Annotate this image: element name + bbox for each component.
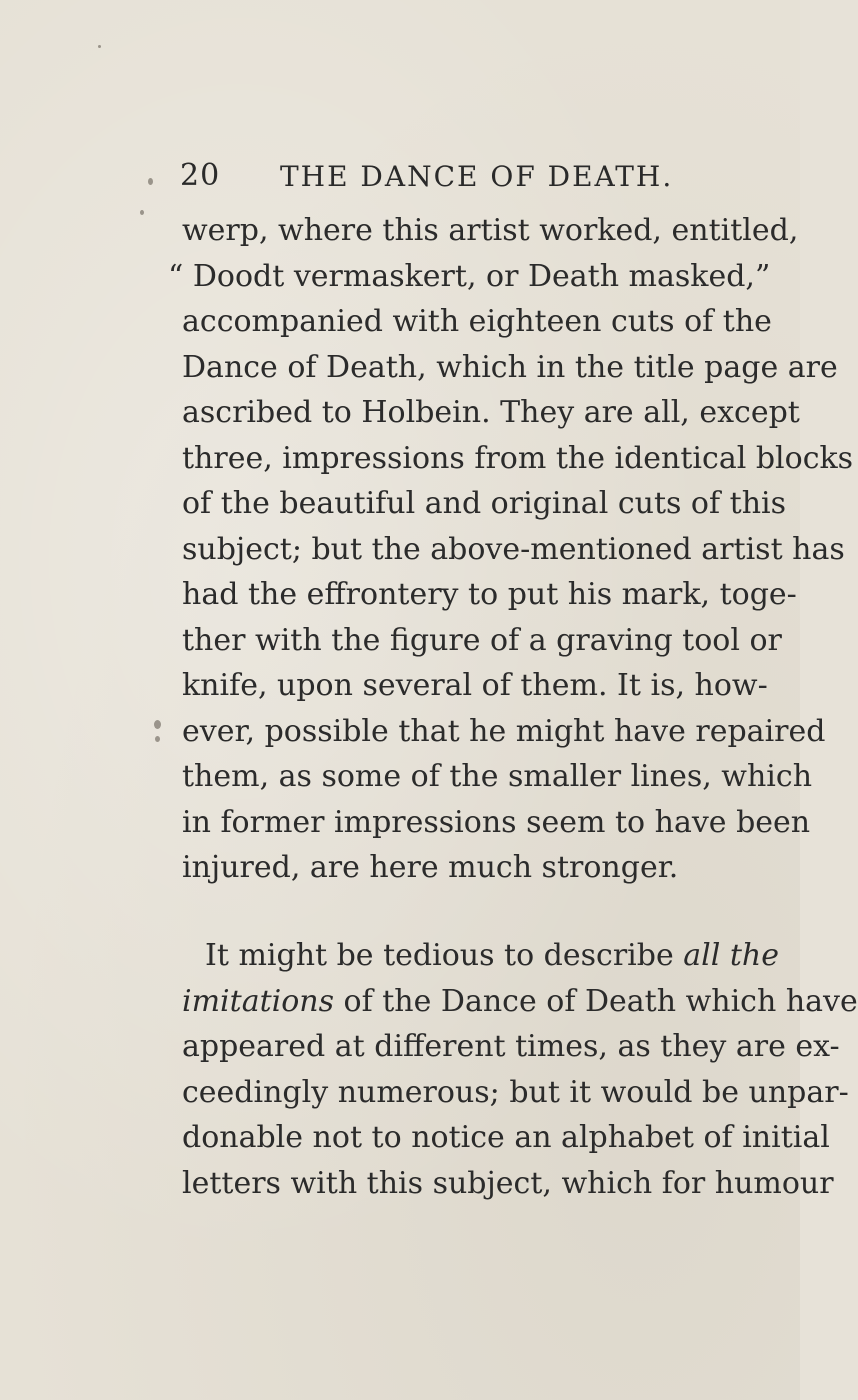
text-run: of the Dance of Death which have [334, 984, 858, 1019]
italic-text-run: all the [683, 938, 780, 973]
text-line: ever, possible that he might have repaired [182, 714, 826, 749]
paper-speck [98, 45, 101, 48]
text-line: in former impressions seem to have been [182, 805, 811, 840]
paper-speck [155, 736, 160, 742]
text-line: ther with the figure of a graving tool or [182, 623, 782, 658]
italic-text-run: imitations [182, 984, 335, 1019]
text-line [205, 933, 780, 979]
paper-speck [154, 720, 161, 729]
text-line: werp, where this artist worked, entitled, [182, 213, 799, 248]
page-number: 20 [180, 158, 221, 193]
text-line: had the effrontery to put his mark, toge- [182, 577, 797, 612]
text-line: “ Doodt vermaskert, or Death masked,” [168, 259, 771, 294]
running-title: THE DANCE OF DEATH. [280, 160, 674, 193]
text-line: ascribed to Holbein. They are all, except [182, 395, 800, 430]
text-line: three, impressions from the identical blocks [182, 441, 854, 476]
text-line: accompanied with eighteen cuts of the [182, 304, 772, 339]
text-line: them, as some of the smaller lines, which [182, 759, 813, 794]
text-line: injured, are here much stronger. [182, 850, 679, 885]
text-line: of the beautiful and original cuts of this [182, 486, 786, 521]
text-line: subject; but the above-mentioned artist has [182, 532, 845, 567]
text-line: ceedingly numerous; but it would be unpar- [182, 1075, 849, 1110]
text-line: appeared at different times, as they are ex- [182, 1029, 840, 1064]
text-line: Dance of Death, which in the title page are [182, 350, 838, 385]
text-line: donable not to notice an alphabet of initial [182, 1120, 830, 1155]
text-line [182, 979, 858, 1025]
text-run: It might be tedious to describe [205, 938, 684, 973]
text-line: letters with this subject, which for humour [182, 1166, 834, 1201]
page-header [180, 158, 740, 194]
paper-speck [140, 210, 144, 215]
text-line: knife, upon several of them. It is, how- [182, 668, 768, 703]
paper-speck [148, 178, 153, 185]
